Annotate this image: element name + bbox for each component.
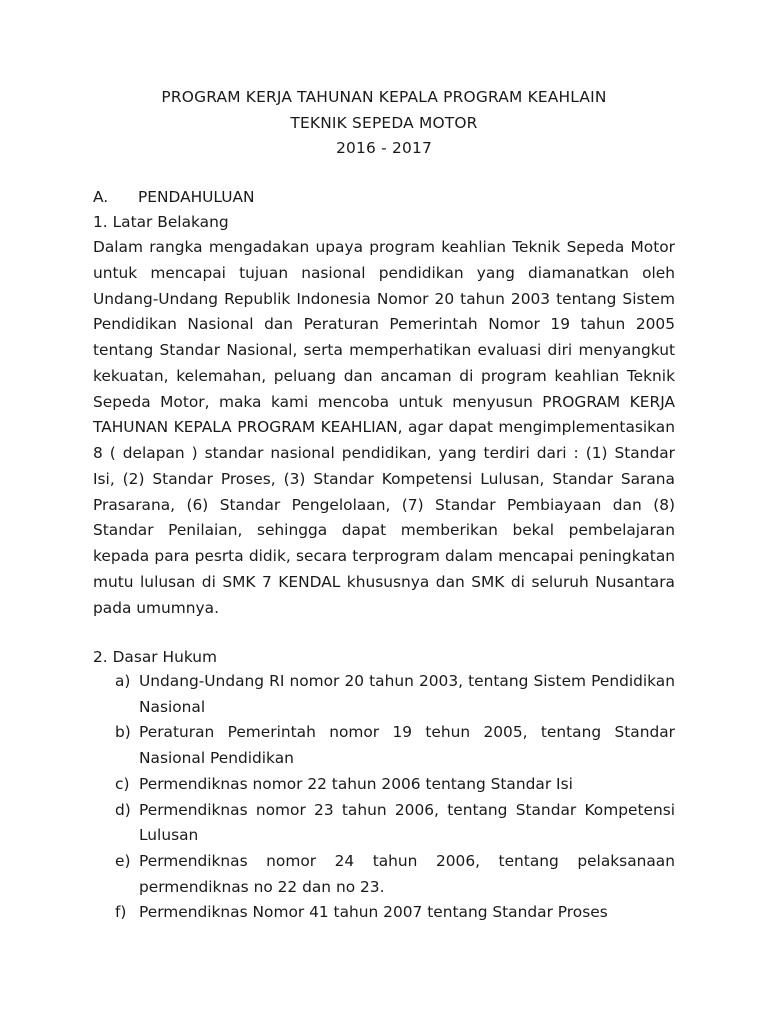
section-a-heading bbox=[93, 184, 255, 210]
list-item bbox=[93, 900, 675, 926]
list-item-text: Permendiknas nomor 24 tahun 2006, tentang pelaksanaan permendiknas no 22 dan no 23. bbox=[139, 851, 675, 896]
list-marker: c) bbox=[115, 774, 130, 793]
list-item bbox=[93, 772, 675, 798]
list-marker: a) bbox=[115, 672, 131, 690]
list-item-text: Undang-Undang RI nomor 20 tahun 2003, tentang Sistem Pendidikan Nasional bbox=[139, 672, 675, 716]
document-title-line-2: TEKNIK SEPEDA MOTOR bbox=[290, 114, 478, 132]
list-marker: d) bbox=[115, 800, 131, 819]
list-item bbox=[93, 849, 675, 900]
dasar-hukum-list bbox=[93, 669, 675, 926]
document-title-line-3: 2016 - 2017 bbox=[336, 139, 432, 157]
list-item bbox=[93, 720, 675, 771]
list-item bbox=[93, 798, 675, 849]
list-item-text: Permendiknas nomor 22 tahun 2006 tentang Standar Isi bbox=[139, 774, 573, 793]
list-item-text: Permendiknas Nomor 41 tahun 2007 tentang Standar Proses bbox=[139, 903, 608, 922]
list-item-text: Permendiknas nomor 23 tahun 2006, tentang Standar Kompetensi Lulusan bbox=[139, 800, 675, 845]
latar-belakang-paragraph: Dalam rangka mengadakan upaya program keahlian Teknik Sepeda Motor untuk mencapai tujuan nasional pendidikan yang diamanatkan oleh Undang-Undang Republik Indonesia Nomor 20 tahun 2003 tentang Sistem Pendidikan Nasional dan Peraturan Pemerintah Nomor 19 tahun 2005 tentang Standar Nasional, serta memperhatikan evaluasi diri menyangkut kekuatan, kelemahan, peluang dan ancaman di program keahlian Teknik Sepeda Motor, maka kami mencoba untuk menyusun PROGRAM KERJA TAHUNAN KEPALA PROGRAM KEAHLIAN, agar dapat mengimplementasikan 8 ( delapan ) standar nasional pendidikan, yang terdiri dari : (1) Standar Isi, (2) Standar Proses, (3) Standar Kompetensi Lulusan, Standar Sarana Prasarana, (6) Standar Pengelolaan, (7) Standar Pembiayaan dan (8) Standar Penilaian, sehingga dapat memberikan bekal pembelajaran kepada para pesrta didik, secara terprogram dalam mencapai peningkatan mutu lulusan di SMK 7 KENDAL khususnya dan SMK di seluruh Nusantara pada umumnya. bbox=[93, 238, 675, 617]
list-marker: e) bbox=[115, 851, 131, 870]
list-marker: b) bbox=[115, 723, 131, 742]
section-a-marker: A. bbox=[93, 188, 109, 206]
list-marker: f) bbox=[115, 903, 127, 922]
section-a-title: PENDAHULUAN bbox=[137, 188, 255, 206]
subsection-2-heading: 2. Dasar Hukum bbox=[93, 648, 218, 666]
list-item bbox=[93, 669, 675, 720]
subsection-1-heading: 1. Latar Belakang bbox=[93, 213, 229, 231]
document-title-line-1: PROGRAM KERJA TAHUNAN KEPALA PROGRAM KEAHLAIN bbox=[161, 88, 607, 106]
list-item-text: Peraturan Pemerintah nomor 19 tehun 2005, tentang Standar Nasional Pendidikan bbox=[139, 723, 675, 768]
